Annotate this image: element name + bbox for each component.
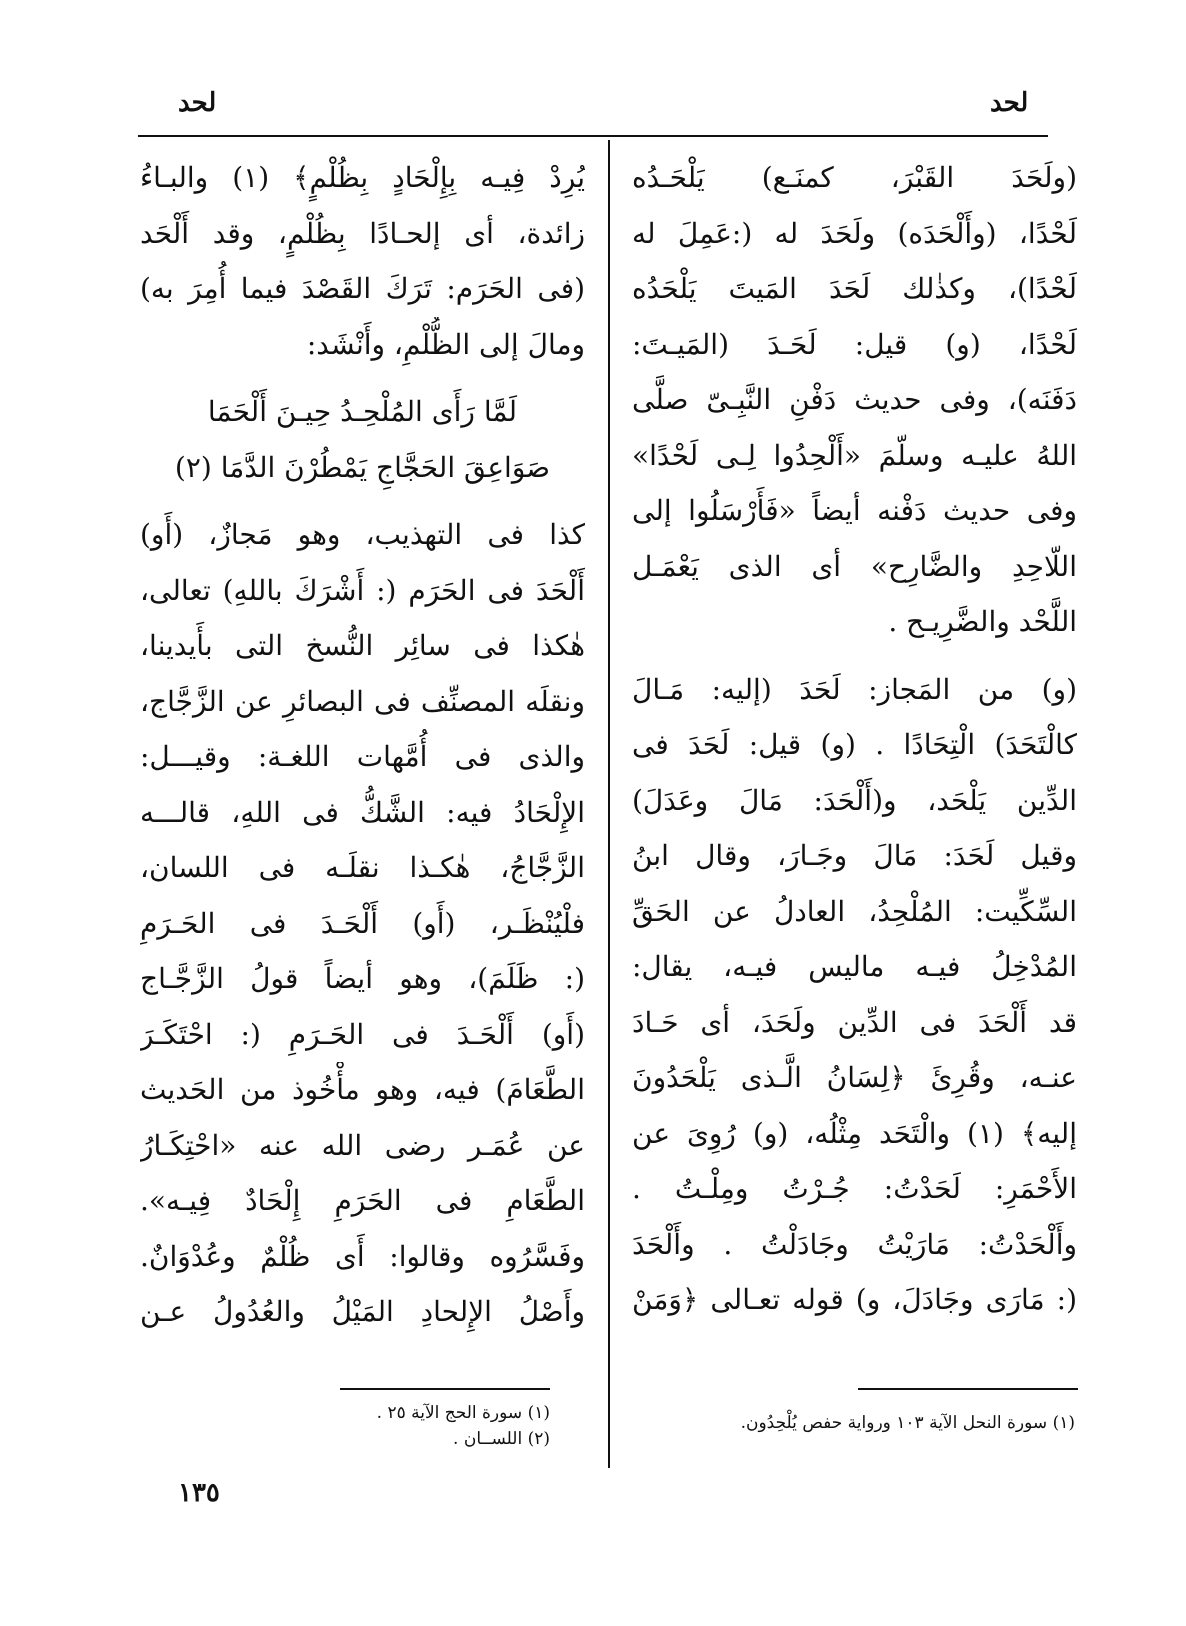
text-line: المُدْخِلُ فيـه ماليس فيـه، يقال: xyxy=(632,950,1077,983)
text-line: (و) من المَجاز: لَحَدَ (إليه: مَـالَ xyxy=(632,672,1077,706)
text-line: ونقلَه المصنِّف فى البصائرِ عن الزَّجَّاج، xyxy=(140,684,585,718)
text-line: كالْتَحَدَ) الْتِحَادًا . (و) قيل: لَحَدَ فى xyxy=(632,728,1077,761)
text-line: (ولَحَدَ القَبْرَ، كمنَـع) يَلْحَـدُه xyxy=(632,161,1077,194)
text-line: كذا فى التهذيب، وهو مَجازٌ، (أَو) xyxy=(140,518,585,551)
text-line: (أَو) أَلْحَـدَ فى الحَـرَمِ (: احْتَكَـرَ xyxy=(140,1017,585,1051)
verse-line: صَوَاعِقَ الحَجَّاجِ يَمْطُرْنَ الدَّمَا (٢) xyxy=(174,450,551,484)
text-line: ومالَ إلى الظُّلْمِ، وأَنْشَد: xyxy=(306,327,585,361)
header-rule xyxy=(138,135,1048,137)
text-line: اللهُ عليـه وسلّمَ «أَلْحِدُوا لِـى لَحْدًا» xyxy=(632,438,1077,472)
left-column xyxy=(140,150,585,1340)
text-line: وفى حديث دَفْنه أيضاً «فَأَرْسَلُوا إلى xyxy=(632,494,1077,527)
header-word-right: لحد xyxy=(990,88,1029,118)
text-line: وأَلْحَدْتُ: مَارَيْتُ وجَادَلْتُ . وأَلْحَدَ xyxy=(632,1227,1077,1261)
paragraph-gap xyxy=(140,495,585,507)
text-line: دَفَنَه)، وفى حديث دَفْنِ النَّبِـىّ صلَّى xyxy=(632,383,1077,416)
text-line: فلْيُنْظَـر، (أَو) أَلْحَـدَ فى الحَـرَمِ xyxy=(140,906,585,940)
paragraph-gap xyxy=(140,372,585,384)
text-line: عنـه، وقُرِئَ ﴿لِسَانُ الَّـذى يَلْحَدُونَ xyxy=(632,1061,1077,1094)
text-line: الطَّعَامِ فى الحَرَمِ إِلْحَادٌ فِيـه». xyxy=(140,1184,585,1217)
footnote-rule-right xyxy=(858,1388,1078,1390)
text-line: عن عُمَـر رضى الله عنه «احْتِكَـارُ xyxy=(140,1128,585,1162)
verse-line: لَمَّا رَأَى المُلْحِـدُ حِيـنَ أَلْحَمَا xyxy=(207,395,518,428)
text-line: أَلْحَدَ فى الحَرَم (: أَشْرَكَ باللهِ) تعالى، xyxy=(140,573,585,607)
text-line: الإِلْحَادُ فيه: الشَّكُّ فى اللهِ، قالـــه xyxy=(140,795,585,829)
text-line: (: مَارَى وجَادَلَ، و) قوله تعـالى ﴿وَمَنْ xyxy=(632,1283,1077,1316)
text-line: اللَّحْد والضَّرِيـح . xyxy=(888,605,1077,638)
page-number: ١٣٥ xyxy=(178,1478,220,1508)
footnote-line: (٢) اللســان . xyxy=(453,1429,550,1449)
footnote-line: (١) سورة النحل الآية ١٠٣ ورواية حفص يُلْحِدُون. xyxy=(740,1413,1075,1433)
text-line: هٰكذا فى سائِر النُّسخ التى بأَيدينا، xyxy=(140,629,585,662)
text-line: وقيل لَحَدَ: مَالَ وجَـارَ، وقال ابنُ xyxy=(632,839,1077,872)
footnote-right xyxy=(625,1410,1075,1436)
header-word-left: لحد xyxy=(178,88,217,118)
footnote-rule-left xyxy=(340,1388,550,1390)
text-line: الدِّين يَلْحَد، و(أَلْحَدَ: مَالَ وعَدَلَ) xyxy=(632,783,1077,817)
text-line: زائدة، أى إلحـادًا بِظُلْمٍ، وقد أَلْحَد xyxy=(140,216,585,250)
text-line: لَحْدًا، (وأَلْحَدَه) ولَحَدَ له (:عَمِلَ له xyxy=(632,216,1077,250)
text-line: الزَّجَّاجُ، هٰكـذا نقلَـه فى اللسان، xyxy=(140,851,585,884)
text-line: الأَحْمَرِ: لَحَدْتُ: جُـرْتُ ومِلْـتُ . xyxy=(632,1172,1077,1205)
column-divider xyxy=(608,140,610,1468)
right-column xyxy=(632,150,1077,1328)
text-line: اللّاحِدِ والضَّارِح» أى الذى يَعْمَـل xyxy=(632,549,1077,583)
footnote-left xyxy=(300,1400,550,1452)
text-line: (: ظَلَمَ)، وهو أيضاً قولُ الزَّجَّـاج xyxy=(140,962,585,995)
paragraph-gap xyxy=(632,650,1077,662)
text-line: والذى فى أُمَّهات اللغـة: وقيـــل: xyxy=(140,740,585,773)
footnote-line: (١) سورة الحج الآية ٢٥ . xyxy=(376,1403,550,1423)
text-line: لَحْدًا، (و) قيل: لَحَـدَ (المَيـتَ: xyxy=(632,327,1077,361)
text-line: وفَسَّرُوه وقالوا: أَى ظُلْمٌ وعُدْوَانٌ. xyxy=(140,1239,585,1273)
text-line: (فى الحَرَم: تَرَكَ القَصْدَ فيما أُمِرَ به) xyxy=(140,272,585,305)
text-line: لَحْدًا)، وكذٰلك لَحَدَ المَيتَ يَلْحَدُه xyxy=(632,272,1077,305)
text-line: الطَّعَامَ) فيه، وهو مأْخُوذ من الحَديث xyxy=(140,1073,585,1106)
text-line: يُرِدْ فِيـه بِإِلْحَادٍ بِظُلْمٍ﴾ (١) والبـاءُ xyxy=(140,161,585,194)
text-line: وأَصْلُ الإِلحادِ المَيْلُ والعُدُولُ عـن xyxy=(140,1295,585,1328)
text-line: السِّكِّيت: المُلْحِدُ، العادلُ عن الحَقِّ xyxy=(632,894,1077,928)
text-line: قد أَلْحَدَ فى الدِّين ولَحَدَ، أى حَـادَ xyxy=(632,1005,1077,1039)
text-line: إليه﴾ (١) والْتَحَد مِثْلُه، (و) رُوِىَ عن xyxy=(632,1116,1077,1150)
